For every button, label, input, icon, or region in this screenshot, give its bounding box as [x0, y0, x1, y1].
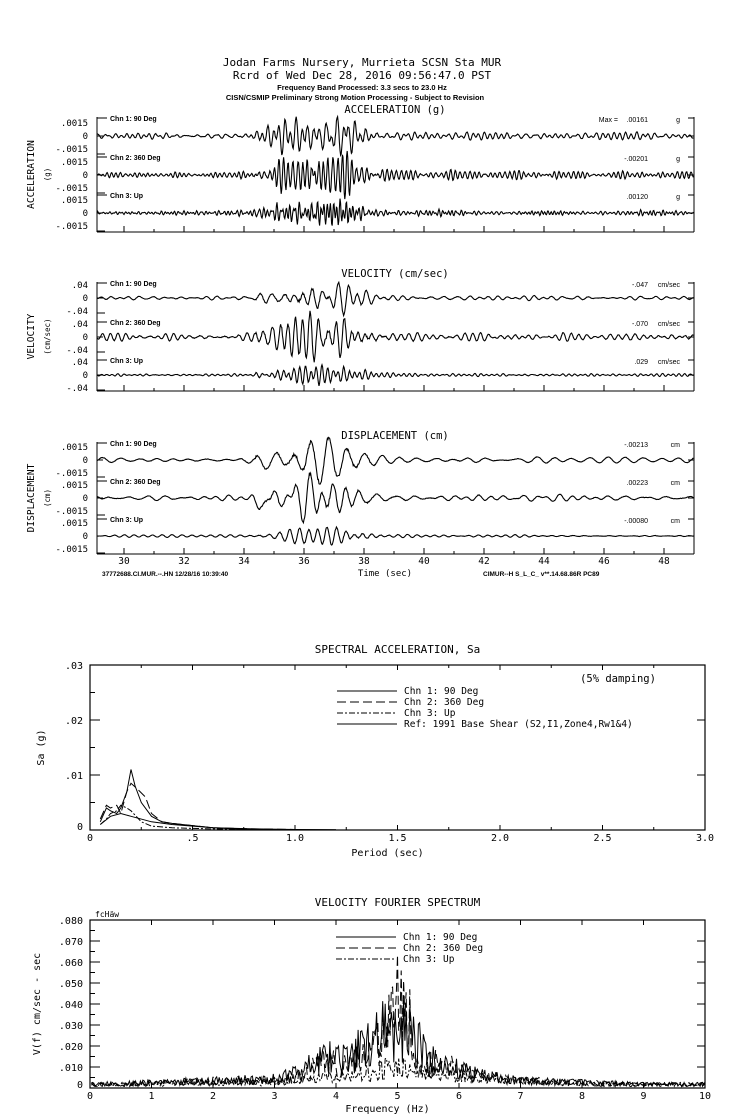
y-tick-label: -.0015	[55, 507, 88, 517]
y-tick-label: -.04	[66, 307, 88, 317]
series-line	[100, 783, 295, 829]
peak-unit: cm	[670, 442, 680, 449]
y-tick-label: -.0015	[55, 545, 88, 555]
y-tick-label: .060	[58, 958, 83, 969]
y-tick-label: -.0015	[55, 469, 88, 479]
legend-label: Ref: 1991 Base Shear (S2,I1,Zone4,Rw1&4)	[404, 719, 633, 730]
x-tick-label: 8	[578, 1091, 586, 1102]
y-tick-label: .080	[58, 916, 83, 927]
peak-unit: g	[676, 156, 680, 163]
y-tick-label: .0015	[60, 519, 88, 529]
peak-value: -.070	[632, 321, 648, 328]
waveform-trace	[97, 365, 693, 386]
channel-label: Chn 2: 360 Deg	[110, 155, 161, 162]
y-tick-label: .0015	[60, 196, 88, 206]
legend-label: Chn 3: Up	[403, 954, 455, 965]
y-tick-label: 0	[82, 333, 88, 343]
y-tick-label: 0	[76, 1080, 83, 1091]
x-tick-label: 4	[332, 1091, 340, 1102]
panel-title: VELOCITY (cm/sec)	[341, 268, 449, 280]
x-tick-label: 10	[698, 1091, 712, 1102]
x-tick-label: 1.0	[285, 833, 305, 844]
y-axis-unit: (cm)	[43, 488, 52, 508]
chart-title: SPECTRAL ACCELERATION, Sa	[314, 643, 481, 656]
x-tick-label: 46	[598, 556, 610, 567]
peak-value: -.047	[632, 282, 648, 289]
max-label: Max =	[598, 117, 618, 124]
corner-label: fcHäw	[95, 910, 120, 919]
x-tick-label: 0	[86, 1091, 94, 1102]
y-tick-label: 0	[82, 171, 88, 181]
y-tick-label: .0015	[60, 119, 88, 129]
x-tick-label: 32	[178, 556, 190, 567]
x-tick-label: 2.5	[593, 833, 612, 844]
legend-label: Chn 2: 360 Deg	[403, 943, 484, 954]
y-axis-unit: (g)	[43, 167, 52, 182]
channel-label: Chn 2: 360 Deg	[110, 479, 161, 486]
x-axis-label: Time (sec)	[357, 569, 413, 579]
channel-label: Chn 1: 90 Deg	[110, 116, 157, 123]
y-axis-label: ACCELERATION	[26, 140, 37, 209]
y-tick-label: 0	[76, 822, 83, 833]
y-axis-label: VELOCITY	[26, 313, 37, 360]
y-tick-label: .04	[71, 320, 88, 330]
y-tick-label: 0	[82, 494, 88, 504]
x-tick-label: 1	[148, 1091, 155, 1102]
y-tick-label: .02	[64, 716, 83, 727]
plot-frame	[90, 920, 705, 1088]
y-tick-label: .04	[71, 358, 88, 368]
y-tick-label: -.0015	[55, 145, 88, 155]
waveform-trace	[97, 437, 693, 484]
channel-label: Chn 2: 360 Deg	[110, 320, 161, 327]
y-tick-label: 0	[82, 371, 88, 381]
y-axis-label: V(f) cm/sec - sec	[32, 952, 43, 1056]
channel-label: Chn 3: Up	[110, 193, 144, 200]
x-tick-label: 44	[538, 556, 550, 567]
x-tick-label: .5	[186, 833, 199, 844]
x-tick-label: 48	[658, 556, 670, 567]
x-tick-label: 6	[455, 1091, 463, 1102]
x-tick-label: 34	[238, 556, 250, 567]
x-tick-label: 1.5	[388, 833, 407, 844]
chart-title: VELOCITY FOURIER SPECTRUM	[314, 896, 481, 909]
y-tick-label: 0	[82, 294, 88, 304]
x-tick-label: 9	[640, 1091, 647, 1102]
x-tick-label: 2.0	[490, 833, 510, 844]
peak-unit: cm/sec	[657, 321, 680, 328]
y-tick-label: .0015	[60, 481, 88, 491]
panel-title: ACCELERATION (g)	[344, 104, 446, 116]
y-tick-label: .010	[58, 1063, 83, 1074]
waveform-trace	[97, 527, 693, 545]
peak-value: -.00080	[624, 518, 648, 525]
x-tick-label: 0	[86, 833, 94, 844]
x-tick-label: 5	[394, 1091, 401, 1102]
peak-value: -.00201	[624, 156, 648, 163]
x-axis-label: Frequency (Hz)	[345, 1104, 430, 1115]
x-tick-label: 42	[478, 556, 490, 567]
x-axis-label: Period (sec)	[351, 848, 424, 859]
peak-value: .00223	[626, 480, 648, 487]
legend-label: Chn 1: 90 Deg	[403, 932, 478, 943]
y-tick-label: .0015	[60, 158, 88, 168]
waveform-trace	[97, 199, 693, 226]
y-axis-unit: (cm/sec)	[43, 318, 52, 355]
legend-label: Chn 1: 90 Deg	[404, 686, 479, 697]
y-tick-label: -.0015	[55, 222, 88, 232]
y-tick-label: -.0015	[55, 184, 88, 194]
y-tick-label: .020	[58, 1042, 83, 1053]
y-tick-label: 0	[82, 532, 88, 542]
y-tick-label: .070	[58, 937, 83, 948]
plot-frame	[90, 665, 705, 830]
series-line	[91, 955, 705, 1087]
channel-label: Chn 3: Up	[110, 517, 144, 524]
x-tick-label: 3.0	[695, 833, 715, 844]
x-tick-label: 40	[418, 556, 430, 567]
peak-value: -.00213	[624, 442, 648, 449]
header-line2: Rcrd of Wed Dec 28, 2016 09:56:47.0 PST	[232, 69, 492, 82]
x-tick-label: 2	[209, 1091, 217, 1102]
channel-label: Chn 1: 90 Deg	[110, 441, 157, 448]
y-axis-label: DISPLACEMENT	[26, 463, 37, 533]
panel-title: DISPLACEMENT (cm)	[341, 430, 449, 442]
x-tick-label: 38	[358, 556, 370, 567]
channel-label: Chn 3: Up	[110, 358, 144, 365]
y-tick-label: -.04	[66, 384, 88, 394]
y-axis-label: Sa (g)	[36, 729, 47, 766]
waveform-trace	[97, 151, 693, 199]
header-line4: CISN/CSMIP Preliminary Strong Motion Processing - Subject to Revision	[225, 93, 485, 102]
x-tick-label: 7	[517, 1091, 524, 1102]
peak-unit: cm	[670, 480, 680, 487]
header-line1: Jodan Farms Nursery, Murrieta SCSN Sta MUR	[222, 56, 502, 69]
legend-label: Chn 3: Up	[404, 708, 456, 719]
waveform-trace	[97, 311, 693, 363]
y-tick-label: .040	[58, 1000, 83, 1011]
peak-unit: g	[676, 117, 680, 124]
x-tick-label: 30	[118, 556, 130, 567]
series-line	[100, 770, 336, 830]
legend-label: Chn 2: 360 Deg	[404, 697, 485, 708]
peak-unit: g	[676, 194, 680, 201]
header-line3: Frequency Band Processed: 3.3 secs to 23.0 Hz	[277, 83, 447, 92]
peak-unit: cm/sec	[657, 282, 680, 289]
y-tick-label: 0	[82, 456, 88, 466]
peak-unit: cm	[670, 518, 680, 525]
x-tick-label: 3	[271, 1091, 278, 1102]
y-tick-label: -.04	[66, 346, 88, 356]
waveform-trace	[97, 473, 693, 523]
footer-right: CIMUR--H S_L_C_ v**.14.68.86R PC89	[483, 571, 600, 578]
y-tick-label: 0	[82, 132, 88, 142]
y-tick-label: 0	[82, 209, 88, 219]
peak-value: .029	[634, 359, 648, 366]
y-tick-label: .050	[58, 979, 83, 990]
y-tick-label: .030	[58, 1021, 83, 1032]
y-tick-label: .04	[71, 281, 88, 291]
peak-value: .00161	[626, 117, 648, 124]
peak-unit: cm/sec	[657, 359, 680, 366]
peak-value: .00120	[626, 194, 648, 201]
y-tick-label: .03	[64, 661, 83, 672]
x-tick-label: 36	[298, 556, 310, 567]
y-tick-label: .01	[64, 771, 83, 782]
waveform-trace	[97, 282, 693, 315]
footer-left: 37772688.CI.MUR.--.HN 12/28/16 10:39:40	[102, 571, 229, 578]
damping-note: (5% damping)	[580, 673, 656, 685]
channel-label: Chn 1: 90 Deg	[110, 281, 157, 288]
y-tick-label: .0015	[60, 443, 88, 453]
